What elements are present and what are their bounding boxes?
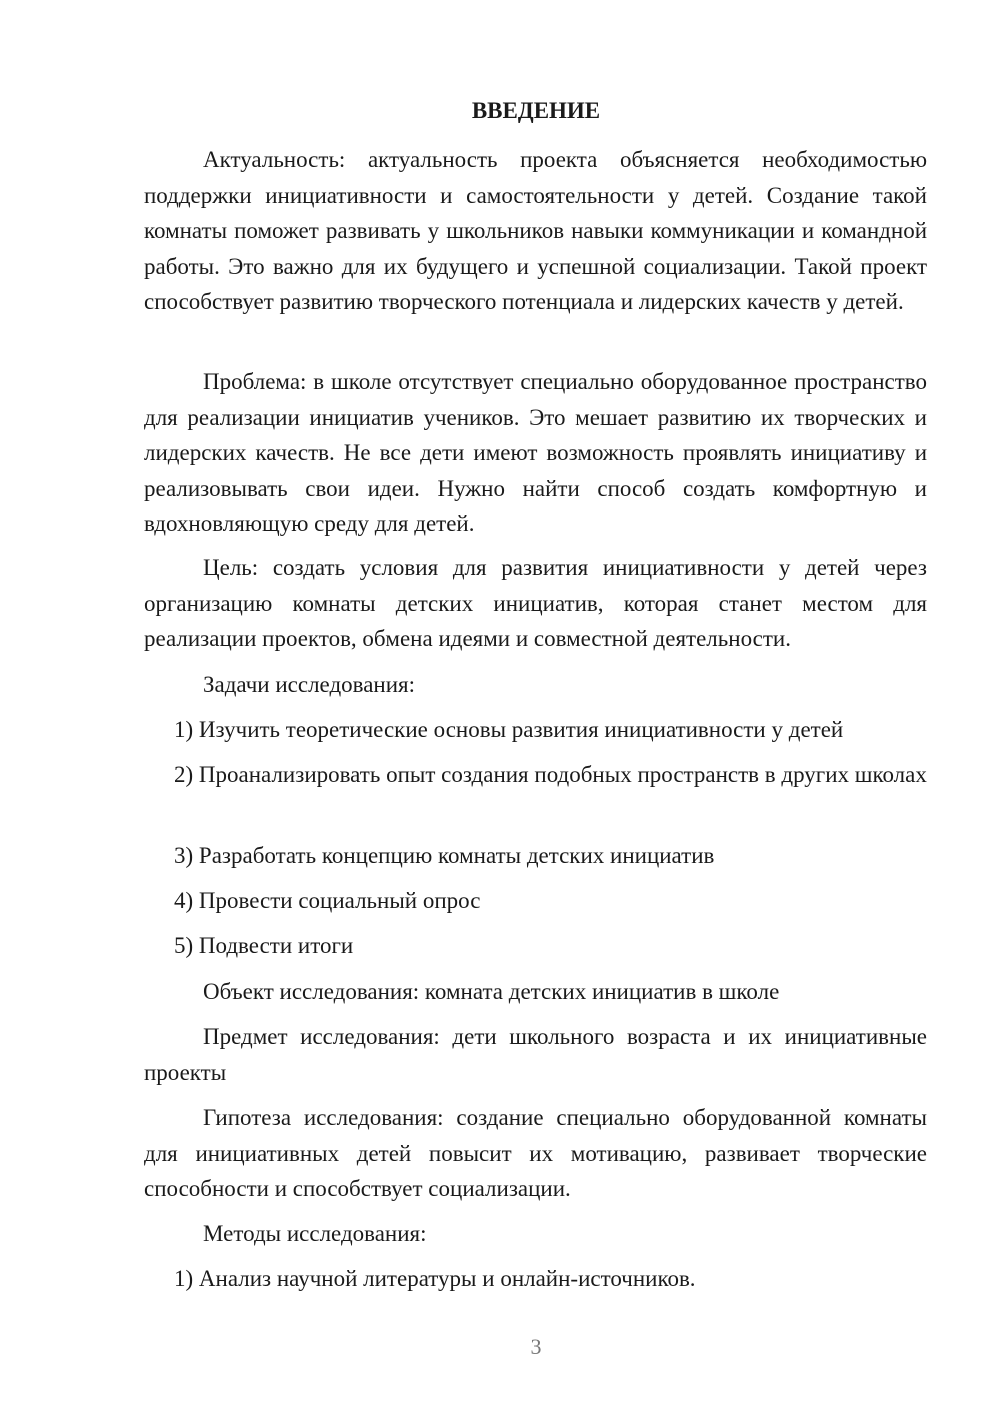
section-title: ВВЕДЕНИЕ (471, 98, 601, 123)
method-item-1: 1) Анализ научной литературы и онлайн-источников. (174, 1266, 696, 1291)
task-item-3: 3) Разработать концепцию комнаты детских инициатив (174, 843, 715, 868)
task-item-1: 1) Изучить теоретические основы развития инициативности у детей (174, 717, 844, 742)
hypothesis-paragraph: Гипотеза исследования: создание специально оборудованной комнаты для инициативных детей повысит их мотивацию, развивает творческие способности и способствует социализации. (144, 1105, 927, 1201)
subject-paragraph: Предмет исследования: дети школьного возраста и их инициативные проекты (144, 1024, 927, 1085)
methods-heading: Методы исследования: (203, 1221, 427, 1246)
page-number: 3 (530, 1334, 542, 1359)
object-paragraph: Объект исследования: комната детских инициатив в школе (203, 979, 780, 1004)
task-item-2: 2) Проанализировать опыт создания подобных пространств в других школах (174, 762, 927, 787)
task-item-5: 5) Подвести итоги (174, 933, 354, 958)
goal-paragraph: Цель: создать условия для развития инициативности у детей через организацию комнаты детских инициатив, которая станет местом для реализации проектов, обмена идеями и совместной деятельности. (144, 555, 927, 651)
tasks-heading: Задачи исследования: (203, 672, 416, 697)
relevance-paragraph: Актуальность: актуальность проекта объясняется необходимостью поддержки инициативности и самостоятельности у детей. Создание такой комнаты поможет развивать у школьников навыки коммуникации и командной работы. Это важно для их будущего и успешной социализации. Такой проект способствует развитию творческого потенциала и лидерских качеств у детей. (144, 147, 927, 314)
task-item-4: 4) Провести социальный опрос (174, 888, 481, 913)
problem-paragraph: Проблема: в школе отсутствует специально оборудованное пространство для реализации инициатив учеников. Это мешает развитию их творческих и лидерских качеств. Не все дети имеют возможность проявлять инициативу и реализовывать свои идеи. Нужно найти способ создать комфортную и вдохновляющую среду для детей. (144, 369, 927, 536)
